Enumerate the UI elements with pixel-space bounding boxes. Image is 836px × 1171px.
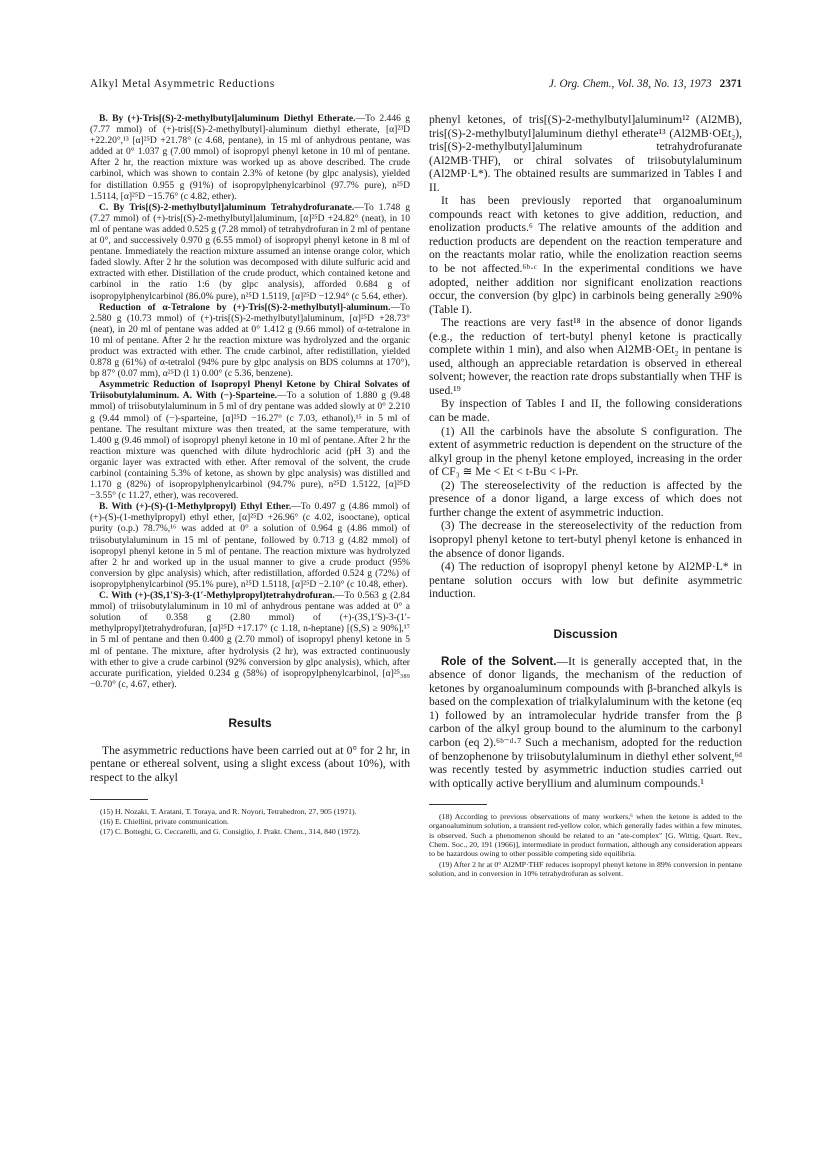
footnote-divider — [90, 799, 148, 800]
body-paragraph: (3) The decrease in the stereoselectivity of the reduction from isopropyl phenyl ketone to tert-butyl phenyl ketone is enhanced in the absence of donor ligands. — [429, 519, 742, 560]
procedure-title: B. By (+)-Tris[(S)-2-methylbutyl]aluminum Diethyl Etherate. — [99, 113, 356, 124]
footnote-divider — [429, 804, 487, 805]
procedure-text: —To 1.748 g (7.27 mmol) of (+)-tris[(S)-2-methylbutyl]aluminum, [α]²⁵D +24.82° (neat), in 10 ml of pentane was added 0.525 g (7.28 mmol) of tetrahydrofuran in 2 ml of pentane at 0°, and successively 0.970 g (6.55 mmol) of isopropyl phenyl ketone in 8 ml of pentane. Immediately the reaction mixture assumed an intense orange color, which faded slowly. After 2 hr the solution was decomposed with dilute sulfuric acid and extracted with ether. Distillation of the crude product, which contained ketone and carbinol in the ratio 1:6 (by glpc analysis), afforded 0.684 g of isopropylphenylcarbinol (86.0% pure), n²⁵D 1.5119, [α]²⁵D −12.94° (c 5.64, ether). — [90, 201, 410, 302]
journal-name: J. Org. Chem., Vol. 38, No. 13, 1973 — [548, 78, 712, 90]
body-paragraph: phenyl ketones, of tris[(S)-2-methylbutyl]aluminum¹² (Al2MB), tris[(S)-2-methylbutyl]aluminum diethyl etherate¹³ (Al2MB·OEt₂), tris[(S)-2-methylbutyl]aluminum tetrahydrofuranate (Al2MB·THF), or chiral solvates of triisobutylaluminum (Al2MP·L*). The obtained results are summarized in Tables I and II. — [429, 113, 742, 194]
footnotes-right — [429, 812, 742, 878]
footnote: (18) According to previous observations of many workers,⁶ when the ketone is added to the organoaluminum solution, a transient red-yellow color, which generally fades within a few minutes, is observed. Such a phenomenon should be related to an "ate-complex" [G. Wittig, Quart. Rev., Chem. Soc., 20, 191 (1966)], intermediate in product formation, although any consideration appears to be hazardous owing to other possible competing side equilibria. — [429, 812, 742, 859]
experimental-paragraph — [90, 202, 410, 302]
procedure-title: Reduction of α-Tetralone by (+)-Tris[(S)-2-methylbutyl]-aluminum. — [99, 301, 391, 313]
right-column — [429, 113, 742, 879]
experimental-paragraph — [90, 113, 410, 202]
procedure-text: —To 0.563 g (2.84 mmol) of triisobutylaluminum in 10 ml of anhydrous pentane was added at 0° a solution of 0.358 g (2.80 mmol) of (+)-(3S,1′S)-3-(1′-methylpropyl)tetrahydrofuran, [α]²⁵D +17.17° (c 1.18, n-heptane) [(S,S) ≥ 90%],¹⁷ in 5 ml of pentane and then 0.400 g (2.70 mmol) of isopropyl phenyl ketone in 5 ml of pentane. The mixture, after hydrolysis (2 hr), was extracted continuously with ether to give a crude carbinol (92% conversion by glpc analysis), which, after accurate purification, yielded 0.234 g (58%) of isopropylphenylcarbinol, [α]²⁵₃₈₉ −0.70° (c, 4.67, ether). — [90, 590, 410, 690]
results-paragraph: The asymmetric reductions have been carried out at 0° for 2 hr, in pentane or ethereal solvent, using a slight excess (about 10%), with respect to the alkyl — [90, 743, 410, 784]
page-number: 2371 — [719, 78, 742, 90]
body-paragraph: It has been previously reported that organoaluminum compounds react with ketones to give addition, reduction, and enolization products.⁶ The relative amounts of the addition and reduction products are dependent on the reaction temperature and on the reactants molar ratio, while the enolization reaction seems to be not affected.⁶ᵇ·ᶜ In the experimental conditions we have adopted, neither addition nor significant enolization reactions occur, the conversion (by glpc) in carbinols being generally ≥90% (Table I). — [429, 194, 742, 316]
results-section — [90, 744, 410, 785]
left-column — [90, 113, 410, 837]
footnote: (15) H. Nozaki, T. Aratani, T. Toraya, and R. Noyori, Tetrahedron, 27, 905 (1971). — [100, 806, 357, 816]
discussion-section — [429, 655, 742, 790]
procedure-title: B. With (+)-(S)-(1-Methylpropyl) Ethyl Ether. — [99, 501, 292, 513]
experimental-section — [90, 113, 410, 690]
procedure-title: C. With (+)-(3S,1′S)-3-(1′-Methylpropyl)tetrahydrofuran. — [99, 590, 335, 602]
experimental-paragraph — [90, 590, 410, 690]
body-paragraph: The reactions are very fast¹⁸ in the absence of donor ligands (e.g., the reduction of tert-butyl phenyl ketone is practically complete within 1 min), and also when Al2MB·OEt₂ in pentane is used, although an appreciable retardation is observed in ethereal solvent; however, the reaction rate drops substantially when THF is used.¹⁹ — [429, 316, 742, 397]
experimental-paragraph — [90, 501, 410, 590]
footnote: (19) After 2 hr at 0° Al2MP·THF reduces isopropyl phenyl ketone in 89% conversion in pentane solution, and in conversion in 10% tetrahydrofuran as solvent. — [429, 859, 742, 878]
header-journal-citation — [549, 78, 742, 90]
procedure-text: —To 2.580 g (10.73 mmol) of (+)-tris[(S)-2-methylbutyl]aluminum, [α]²⁵D +28.73° (neat), in 20 ml of pentane was added at 0° 1.412 g (9.66 mmol) of α-tetralone in 10 ml of pentane. After 2 hr the reaction mixture was hydrolyzed and the organic product was extracted with ether. The crude carbinol, after redistillation, yielded 0.878 g (61%) of α-tetralol (94% pure by glpc analysis on BDS columns at 170°), bp 87° (0.07 mm), α²⁵D (l 1) 0.00° (c 5.36, benzene). — [90, 301, 410, 380]
procedure-title: Asymmetric Reduction of Isopropyl Phenyl Ketone by Chiral Solvates of Triisobutylaluminum. A. With (−)-Sparteine. — [90, 379, 410, 402]
procedure-text: —To a solution of 1.880 g (9.48 mmol) of triisobutylaluminum in 5 ml of dry pentane was added slowly at 0° 2.210 g (9.44 mmol) of (−)-sparteine, [α]²⁵D −16.27° (c 7.03, ethanol),¹⁵ in 5 ml of pentane. The resultant mixture was then treated, at the same temperature, with 1.400 g (9.46 mmol) of isopropyl phenyl ketone in 10 ml of pentane. After 2 hr the reaction mixture was quenched with dilute hydrochloric acid (pH 3) and the organic layer was extracted with ether. After removal of the solvent, the crude carbinol (containing 5.3% of ketone, as shown by glpc analysis) was distilled and 1.170 g (82%) of isopropylphenylcarbinol (94.7% pure), n²⁵D 1.5122, [α]²⁵D −3.55° (c 11.27, ether), was recovered. — [90, 390, 410, 502]
discussion-paragraph — [429, 655, 742, 790]
results-heading: Results — [228, 715, 272, 730]
discussion-heading: Discussion — [553, 626, 618, 641]
footnotes-left — [90, 807, 410, 837]
header-section-title: Alkyl Metal Asymmetric Reductions — [90, 78, 275, 90]
footnote: (16) E. Chiellini, private communication. — [100, 816, 229, 826]
procedure-text: —To 0.497 g (4.86 mmol) of (+)-(S)-(1-methylpropyl) ethyl ether, [α]²⁵D +26.96° (c 4.02, isooctane), optical purity (o.p.) 78.7%,¹⁶ was added at 0° a solution of 0.964 g (4.86 mmol) of triisobutylaluminum in 15 ml of pentane, followed by 0.713 g (4.82 mmol) of isopropyl phenyl ketone in 5 ml of pentane. The reaction mixture was hydrolyzed after 2 hr and worked up in the usual manner to give a crude product (95% conversion by glpc analysis) which, after redistillation, afforded 0.524 g (72%) of isopropylphenylcarbinol (95.1% pure), n²⁵D 1.5118, [α]²⁵D −2.10° (c 10.48, ether). — [90, 501, 411, 590]
subsection-title: Role of the Solvent. — [441, 654, 557, 668]
footnote: (17) C. Botteghi, G. Ceccarelli, and G. Consiglio, J. Prakt. Chem., 314, 840 (1972). — [100, 827, 361, 837]
body-paragraph: By inspection of Tables I and II, the following considerations can be made. — [429, 397, 742, 425]
experimental-paragraph — [90, 302, 410, 380]
body-paragraph: (2) The stereoselectivity of the reduction is affected by the presence of a donor ligand, a large excess of which does not further change the extent of asymmetric induction. — [429, 478, 742, 519]
experimental-paragraph — [90, 379, 410, 501]
results-continued — [429, 113, 742, 601]
body-paragraph: (1) All the carbinols have the absolute S configuration. The extent of asymmetric reduction is dependent on the structure of the alkyl group in the phenyl ketone employed, increasing in the order of CF₃ ≅ Me < Et < t-Bu < i-Pr. — [429, 424, 742, 479]
running-header — [90, 78, 742, 94]
body-paragraph: (4) The reduction of isopropyl phenyl ketone by Al2MP·L* in pentane solution occurs with low but definite asymmetric induction. — [429, 560, 742, 601]
procedure-title: C. By Tris[(S)-2-methylbutyl]aluminum Tetrahydrofuranate. — [99, 201, 355, 213]
subsection-text: —It is generally accepted that, in the absence of donor ligands, the mechanism of the reduction of ketones by organoaluminum compounds with β-branched alkyls is based on the complexation of trialkylaluminum with the ketone (eq 1) followed by an intramolecular hydride transfer from the β carbon of the alkyl group bound to the aluminum to the carbonyl carbon (eq 2).⁶ᵇ⁻ᵈ·⁷ Such a mechanism, adopted for the reduction of benzophenone by triisobutylaluminum in diethyl ether solvent,⁶ᵈ was recently tested by asymmetric induction studies carried out with optically active beryllium and aluminum compounds.¹ — [429, 654, 742, 790]
procedure-text: —To 2.446 g (7.77 mmol) of (+)-tris[(S)-2-methylbutyl]-aluminum diethyl etherate, [α]²³D +22.20°,¹³ [α]²⁵D +21.78° (c 4.68, pentane), in 15 ml of anhydrous pentane, was added at 0° 1.037 g (7.00 mmol) of isopropyl phenyl ketone in 10 ml of pentane. After 2 hr, the reaction mixture was worked up as above described. The crude carbinol, which was shown to contain 2.3% of ketone (by glpc analysis), yielded for distillation 0.955 g (91%) of isopropylphenylcarbinol (97.7% pure), n²⁵D 1.5114, [α]²⁵D −15.76° (c 4.82, ether). — [90, 113, 410, 202]
